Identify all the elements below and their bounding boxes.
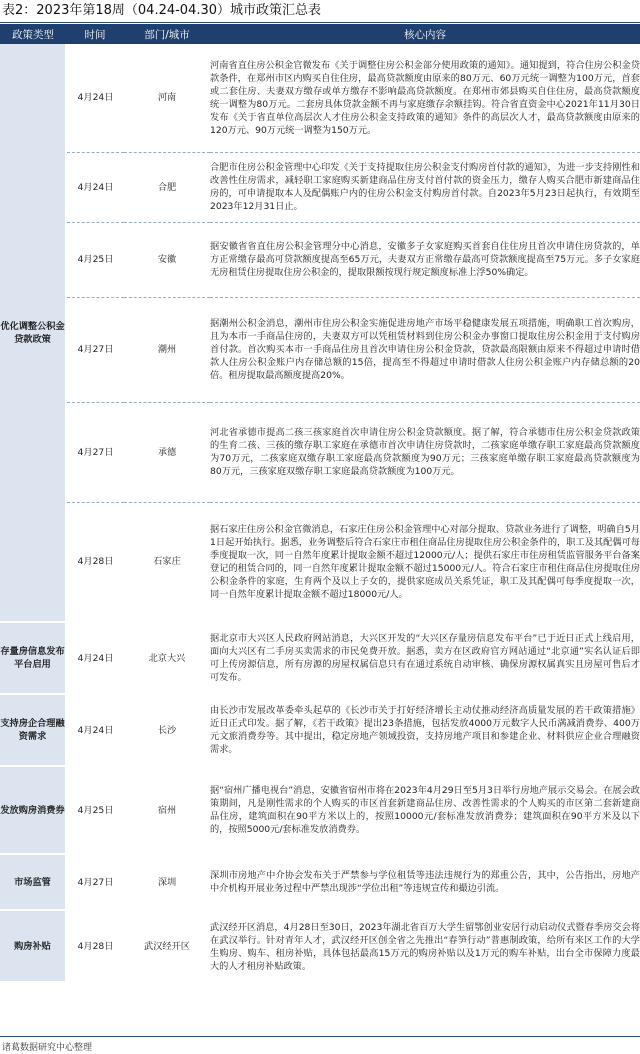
- header-cell: 核心内容: [210, 24, 640, 44]
- bottom-rule: [0, 1036, 640, 1037]
- content-cell: 武汉经开区消息，4月28日至30日，2023年湖北省百万大学生留鄂创业安居行动启动仪式暨春季房交会将在武汉举行。针对青年人才，武汉经开区创全省之先推出“春笋行动”普惠制政策，给所有来区工作的大学生购房、购车、租房补贴，具体包括最高15万元的购房补贴以及1万元的购车补贴，出台全市保障力度最大的人才租房补贴政策。: [210, 921, 640, 972]
- date-cell: 4月27日: [66, 297, 124, 402]
- table-row: [0, 152, 640, 222]
- city-cell: 长沙: [124, 694, 210, 766]
- city-cell: 合肥: [124, 152, 210, 222]
- date-cell: 4月28日: [77, 941, 114, 952]
- table-row: [0, 402, 640, 502]
- table-row: [0, 766, 640, 854]
- date-cell: 4月25日: [66, 222, 124, 297]
- category-cell: 市场监管: [0, 854, 66, 910]
- source-note: 诸葛数据研究中心整理: [2, 1043, 93, 1053]
- date-cell: 4月27日: [66, 402, 124, 502]
- city-cell: 潮州: [124, 297, 210, 402]
- date-cell: 4月28日: [66, 502, 124, 622]
- header-cell: 政策类型: [0, 24, 66, 44]
- table-row: [0, 44, 640, 152]
- content-cell: 据安徽省省直住房公积金管理分中心消息，安徽多子女家庭购买首套自住住房且首次申请住房贷款的，单方正常缴存最高可贷款额度提高至65万元，夫妻双方正常缴存最高可贷款额度提高至75万元。多子女家庭无房租赁住房提取住房公积金的，提取限额按现行规定额度标准上浮50%确定。: [210, 222, 640, 297]
- date-cell: 4月24日: [66, 44, 124, 152]
- policy-table: [0, 24, 640, 983]
- title-rule: [0, 22, 640, 23]
- city-cell: 北京大兴: [124, 622, 210, 694]
- header-cell: 时间: [66, 24, 124, 44]
- city-cell: 宿州: [124, 766, 210, 854]
- content-cell: 据“宿州广播电视台”消息，安徽省宿州市将在2023年4月29日至5月3日举行房地产展示交易会。在展会政策期间，凡是刚性需求的个人购买的市区首套新建商品住房、改善性需求的个人购买的市区第二套新建商品住房，建筑面积在90平方米以上的，按照10000元/套标准发放消费券；建筑面积在90平方米及以下的，按照5000元/套标准发放消费券。: [210, 766, 640, 854]
- content-cell: 由长沙市发展改革委牵头起草的《长沙市关于打好经济增长主动仗推动经济高质量发展的若干政策措施》近日正式印发。据了解，《若干政策》提出23条措施，包括发放4000万元数字人民币满减消费券、400万元文旅消费券等。其中提出，稳定房地产领域投资，支持房地产项目和参建企业、材料供应企业合理融资需求。: [210, 694, 640, 766]
- city-cell: 安徽: [124, 222, 210, 297]
- date-cell: 4月24日: [66, 152, 124, 222]
- header-row: [0, 24, 640, 44]
- table-row: [0, 222, 640, 297]
- header-cell: 部门/城市: [124, 24, 210, 44]
- table-row: [0, 622, 640, 694]
- content-cell: 据潮州公积金消息，潮州市住房公积金实施促进房地产市场平稳健康发展五项措施，明确职工首次购房，且为本市一手商品住房的，夫妻双方可以凭租赁材料到住房公积金办事窗口提取住房公积金用于支付购房首付款。首次购买本市一手商品住房且首次申请住房公积金贷款，贷款最高限额由原来不得超过申请时借款人住房公积金账户内存储总额的15倍，提高至不得超过申请时借款人住房公积金账户内存储总额的20倍。租房提取最高额度提高20%。: [210, 297, 640, 402]
- date-cell: 4月24日: [66, 622, 124, 694]
- content-cell: 河南省直住房公积金官微发布《关于调整住房公积金部分使用政策的通知》。通知提到，符合住房公积金贷款条件，在郑州市区内购买自住住房，最高贷款额度由原来的80万元、60万元统一调整为100万元，首套或二套住房、夫妻双方缴存或单方缴存不影响最高贷款额度。在郑州市郊县购买自住住房，最高贷款额度统一调整为80万元。二套房具体贷款金额不再与家庭缴存余额挂钩。符合省直资金中心2021年11月30日发布《关于省直单位高层次人才住房公积金支持政策的通知》条件的高层次人才，最高贷款额度由原来的120万元、90万元统一调整为150万元。: [210, 44, 640, 152]
- city-cell: 石家庄: [124, 502, 210, 622]
- city-cell: 武汉经开区: [144, 941, 190, 952]
- content-cell: 深圳市房地产中介协会发布关于严禁参与学位租赁等违法违规行为的郑重公告，其中，公告指出，房地产中介机构开展业务过程中严禁出现涉“学位出租”等违规宣传和撮边引流。: [210, 854, 640, 910]
- table-row: [0, 694, 640, 766]
- category-cell: 购房补贴: [0, 910, 66, 982]
- table-row: [0, 910, 640, 982]
- table-row: [0, 502, 640, 622]
- content-cell: 据北京市大兴区人民政府网站消息，大兴区开发的“大兴区存量房信息发布平台”已于近日正式上线启用，面向大兴区有二手房买卖需求的市民免费开放。据悉，卖方在区政府官方网站通过“北京通”实名认证后即可上传房源信息，所有房源的房屋权属信息只有在通过系统自动审核、确保房源权属真实且房屋可售后才可发布。: [210, 622, 640, 694]
- content-cell: 据石家庄住房公积金官微消息，石家庄住房公积金管理中心对部分提取、贷款业务进行了调整，明确自5月1日起开始执行。据悉，业务调整后符合石家庄市租住商品住房提取住房公积金条件的，职工及其配偶可每季度提取一次，同一自然年度累计提取金额不超过12000元/人；提供石家庄市住房租赁监管服务平台备案登记的租赁合同的，同一自然年度累计提取金额不超过15000元/人。符合石家庄市租住商品住房提取住房公积金条件的家庭，生育两个及以上子女的，提供家庭成员关系凭证，职工及其配偶可每季度提取一次，同一自然年度累计提取金额不超过18000元/人。: [210, 502, 640, 622]
- content-cell: 合肥市住房公积金管理中心印发《关于支持提取住房公积金支付购房首付款的通知》，为进一步支持刚性和改善性住房需求，减轻职工家庭购买新建商品住房支付首付款的资金压力，缴存人购买合肥市新建商品住房的，可申请提取本人及配偶账户内的住房公积金支付购房首付款。自2023年5月23日起执行，有效期至2023年12月31日止。: [210, 152, 640, 222]
- category-cell: 发放购房消费券: [0, 766, 66, 854]
- date-cell: 4月27日: [66, 854, 124, 910]
- content-cell: 河北省承德市提高二孩三孩家庭首次申请住房公积金贷款额度。据了解，符合承德市住房公积金贷款政策的生育二孩、三孩的缴存职工家庭在承德市首次申请住房贷款时，二孩家庭单缴存职工家庭最高贷款额度为70万元，二孩家庭双缴存职工家庭最高贷款额度为90万元；三孩家庭单缴存职工家庭最高贷款额度为80万元，三孩家庭双缴存职工家庭最高贷款额度为100万元。: [210, 402, 640, 502]
- city-cell: 河南: [124, 44, 210, 152]
- category-cell: 支持房企合理融资需求: [0, 694, 66, 766]
- city-cell: 深圳: [124, 854, 210, 910]
- date-cell: 4月25日: [66, 766, 124, 854]
- date-cell: 4月24日: [66, 694, 124, 766]
- category-cell: 存量房信息发布平台启用: [0, 622, 66, 694]
- table-row: [0, 854, 640, 910]
- table-row: [0, 297, 640, 402]
- table-title: 表2：2023年第18周（04.24-04.30）城市政策汇总表: [2, 3, 322, 18]
- category-cell: 优化调整公积金贷款政策: [0, 44, 66, 622]
- city-cell: 承德: [124, 402, 210, 502]
